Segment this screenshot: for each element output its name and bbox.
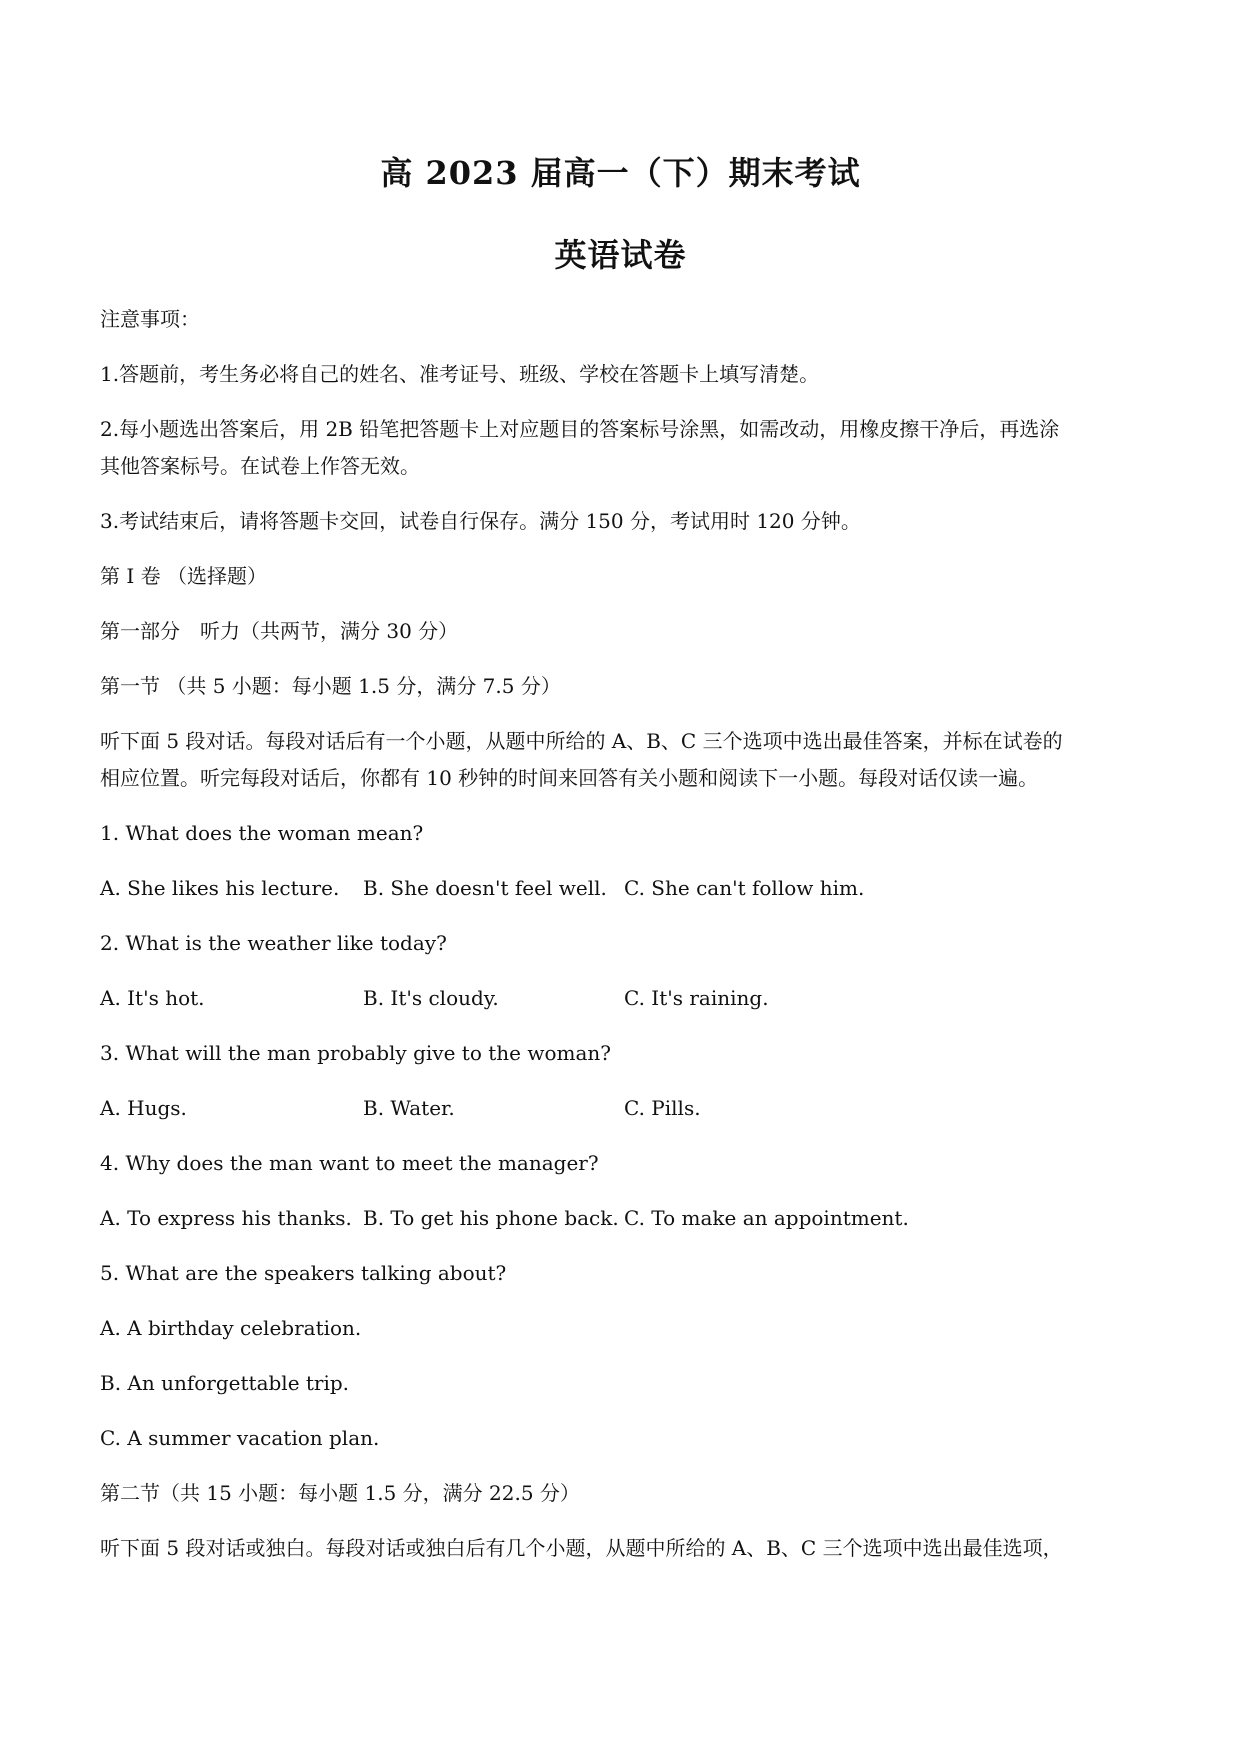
q1-option-c: C. She can't follow him. bbox=[624, 876, 865, 900]
q5-option-b: B. An unforgettable trip. bbox=[100, 1371, 350, 1395]
question-4: 4. Why does the man want to meet the manager? bbox=[100, 1151, 599, 1175]
q4-option-a: A. To express his thanks. bbox=[100, 1206, 352, 1230]
q1-option-a: A. She likes his lecture. bbox=[100, 876, 340, 900]
note-item-2-line-2: 其他答案标号。在试卷上作答无效。 bbox=[100, 454, 420, 478]
q2-option-b: B. It's cloudy. bbox=[363, 986, 499, 1010]
q4-option-c: C. To make an appointment. bbox=[624, 1206, 909, 1230]
note-item-3: 3.考试结束后，请将答题卡交回，试卷自行保存。满分 150 分，考试用时 120 分钟。 bbox=[100, 509, 861, 533]
q2-option-a: A. It's hot. bbox=[100, 986, 205, 1010]
exam-title: 高 2023 届高一（下）期末考试 bbox=[380, 154, 861, 192]
notes-heading: 注意事项： bbox=[100, 307, 200, 331]
note-item-2-line-1: 2.每小题选出答案后，用 2B 铅笔把答题卡上对应题目的答案标号涂黑，如需改动，用橡皮擦干净后，再选涂 bbox=[100, 417, 1060, 441]
q3-option-c: C. Pills. bbox=[624, 1096, 701, 1120]
note-item-1: 1.答题前，考生务必将自己的姓名、准考证号、班级、学校在答题卡上填写清楚。 bbox=[100, 362, 820, 386]
volume-heading: 第 I 卷 （选择题） bbox=[100, 564, 267, 588]
question-1: 1. What does the woman mean? bbox=[100, 821, 424, 845]
section1-instructions-line-1: 听下面 5 段对话。每段对话后有一个小题，从题中所给的 A、B、C 三个选项中选出最佳答案，并标在试卷的 bbox=[100, 729, 1063, 753]
q2-option-c: C. It's raining. bbox=[624, 986, 769, 1010]
question-2: 2. What is the weather like today? bbox=[100, 931, 447, 955]
exam-subtitle: 英语试卷 bbox=[554, 236, 687, 274]
q5-option-a: A. A birthday celebration. bbox=[100, 1316, 362, 1340]
section1-heading: 第一节 （共 5 小题：每小题 1.5 分，满分 7.5 分） bbox=[100, 674, 561, 698]
q5-option-c: C. A summer vacation plan. bbox=[100, 1426, 380, 1450]
q3-option-a: A. Hugs. bbox=[100, 1096, 187, 1120]
section2-instructions-line-1: 听下面 5 段对话或独白。每段对话或独白后有几个小题，从题中所给的 A、B、C 三个选项中选出最佳选项， bbox=[100, 1536, 1063, 1560]
section2-heading: 第二节（共 15 小题：每小题 1.5 分，满分 22.5 分） bbox=[100, 1481, 580, 1505]
q4-option-b: B. To get his phone back. bbox=[363, 1206, 619, 1230]
question-3: 3. What will the man probably give to the woman? bbox=[100, 1041, 611, 1065]
question-5: 5. What are the speakers talking about? bbox=[100, 1261, 507, 1285]
q3-option-b: B. Water. bbox=[363, 1096, 455, 1120]
section1-instructions-line-2: 相应位置。听完每段对话后，你都有 10 秒钟的时间来回答有关小题和阅读下一小题。每段对话仅读一遍。 bbox=[100, 766, 1039, 790]
q1-option-b: B. She doesn't feel well. bbox=[363, 876, 607, 900]
part1-heading: 第一部分 听力（共两节，满分 30 分） bbox=[100, 619, 459, 643]
